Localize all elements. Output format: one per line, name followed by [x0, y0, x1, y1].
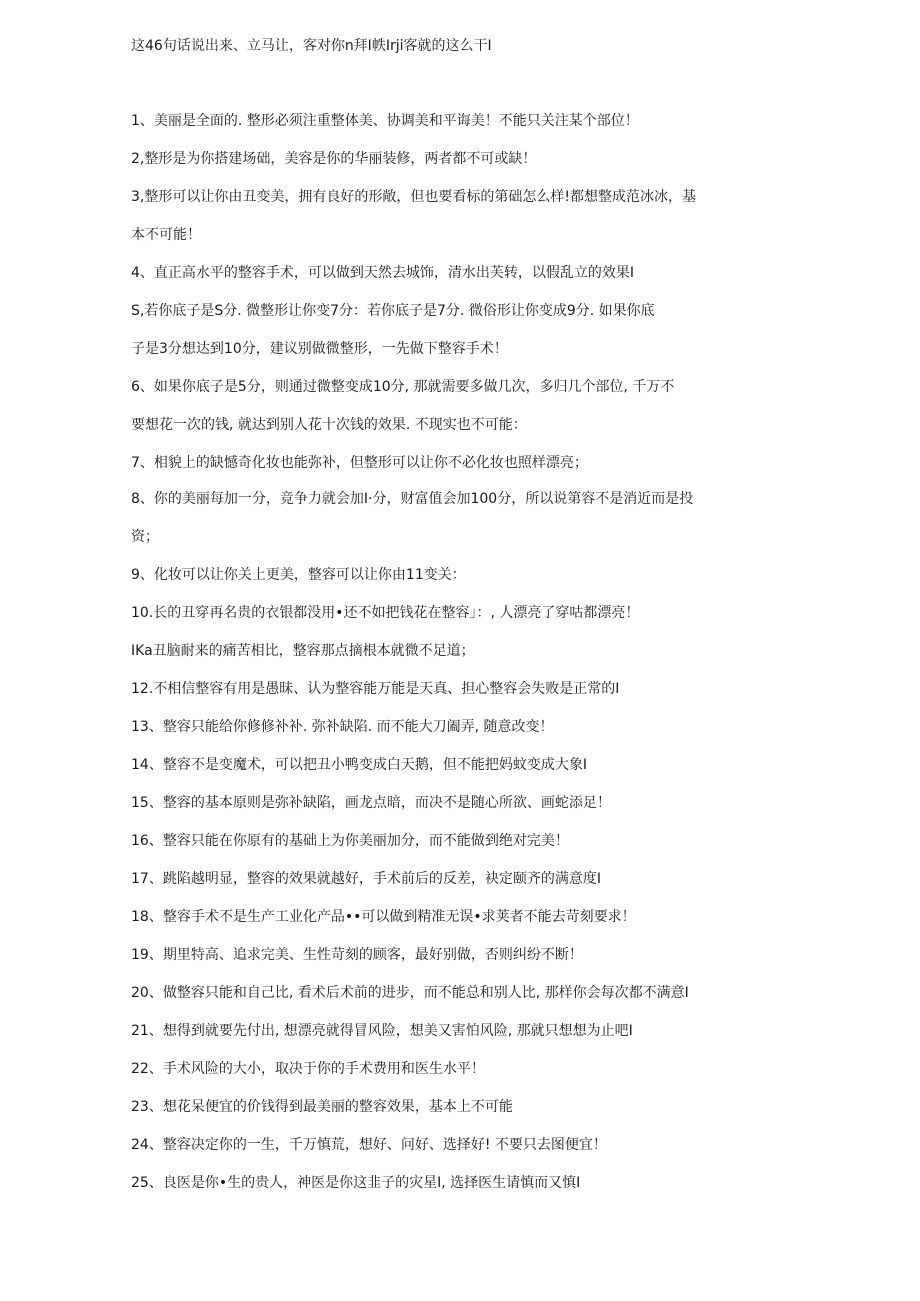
- text-line: 10.长的丑穿再名贵的衣银都没用•还不如把钱花在整容」：, 人漂亮了穿咕都漂亮！: [131, 605, 640, 621]
- text-line: 子是3分想达到10分，建议别做微整形，一先做下整容手术！: [131, 341, 508, 357]
- document-title: 这46句话说出来、立马让，客对你n拜I帙Irji客就的这么干I: [131, 38, 492, 54]
- text-line: 18、整容手术不是生产工业化产品••可以做到精准无误•求荚者不能去苛刻要求！: [131, 909, 636, 925]
- text-line: 19、期里特高、追求完美、生性苛刻的顾客，最好别做，否则纠纷不断！: [131, 947, 583, 963]
- text-line: 资；: [131, 529, 159, 545]
- text-line: 14、整容不是变魔术，可以把丑小鸭变成白天鹅，但不能把妈蚊变成大象I: [131, 757, 587, 773]
- text-line: 1、美丽是全面的. 整形必须注重整体美、协调美和平诲美！不能只关注某个部位！: [131, 113, 639, 129]
- text-line: 24、整容决定你的一生，千万慎荒，想好、问好、选择好! 不要只去图便宜！: [131, 1137, 607, 1153]
- text-line: 15、整容的基本原则是弥补缺陷，画龙点暗，而决不是随心所欲、画蛇添足！: [131, 795, 611, 811]
- text-line: IKa丑脑耐来的痛苦相比，整容那点摘根本就微不足道；: [131, 643, 475, 659]
- text-line: 22、手术风险的大小，取决于你的手术费用和医生水平！: [131, 1061, 485, 1077]
- text-line: 23、想花呆便宜的价钱得到最美丽的整容效果，基本上不可能: [131, 1099, 513, 1115]
- text-line: 12.不相信整容有用是愚昧、认为整容能万能是天真、担心整容会失败是正常的I: [131, 681, 620, 697]
- text-line: 2,整形是为你搭建场础，美容是你的华丽装修，两者都不可或缺！: [131, 151, 537, 167]
- text-line: 20、做整容只能和自己比, 看术后术前的进步，而不能总和别人比, 那样你会每次都不满意I: [131, 985, 689, 1001]
- text-line: 要想花一次的钱, 就达到别人花十次钱的效果. 不现实也不可能：: [131, 417, 527, 433]
- text-line: 9、化妆可以让你关上更美，整容可以让你由11变关：: [131, 567, 466, 583]
- text-line: 16、整容只能在你原有的基础上为你美丽加分，而不能做到绝对完美！: [131, 833, 569, 849]
- text-line: 3,整形可以让你由丑变美，拥有良好的形敞，但也要看标的第础怎么样!都想整成范冰冰，基: [131, 189, 696, 205]
- text-line: 25、良医是你•生的贵人，神医是你这韭子的灾星I, 选择医生请慎而又慎I: [131, 1175, 581, 1191]
- text-line: 17、跳陷越明显，整容的效果就越好，手术前后的反差，袂定颐齐的满意度I: [131, 871, 601, 887]
- text-line: 6、如果你底子是5分，则通过微整变成10分, 那就需要多做几次，多归几个部位, 千万不: [131, 379, 675, 395]
- text-line: 7、相貌上的缺憾奇化妆也能弥补，但整形可以让你不必化妆也照样漂亮；: [131, 455, 588, 471]
- text-line: 21、想得到就要先付出, 想漂亮就得冒风险，想美又害怕风险, 那就只想想为止吧I: [131, 1023, 633, 1039]
- text-line: 4、直正高水平的整容手术，可以做到天然去城饰，清水出芙转，以假乱立的效果I: [131, 265, 635, 281]
- text-line: 13、整容只能给你修修补补. 弥补缺陷. 而不能大刀阖弄, 随意改变！: [131, 719, 554, 735]
- text-line: 8、你的美丽每加一分，竞争力就会加I·分，财富值会加100分，所以说第容不是消近而是投: [131, 491, 694, 507]
- text-line: 本不可能！: [131, 227, 201, 243]
- text-line: S,若你底子是S分. 微整形让你变7分：若你底子是7分. 微俗形让你变成9分. 如果你底: [131, 303, 655, 319]
